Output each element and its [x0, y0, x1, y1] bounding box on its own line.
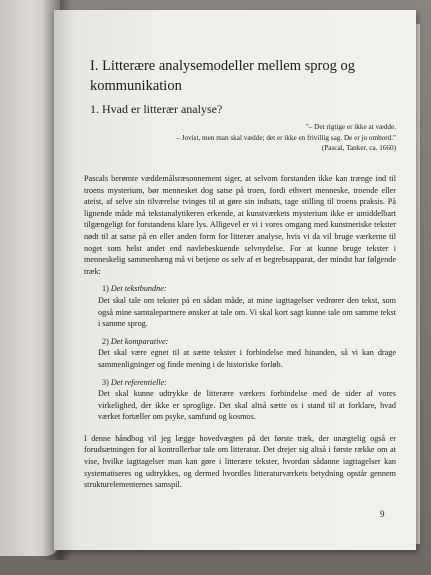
epigraph-line: "– Det rigtige er ikke at vædde.	[305, 123, 396, 131]
list-item-text: Det skal tale om tekster på en sådan måde, at mine iagttagelser vedrører den tekst, som også mine samtalepartnere ønsker at tale om. Vi skal kort sagt kunne tale om samme tekst i samme sprog.	[98, 295, 396, 329]
list-item-heading: 2) Det komparative:	[102, 336, 169, 346]
section-title: 1. Hvad er litterær analyse?	[90, 102, 223, 116]
page-number: 9	[380, 509, 385, 519]
epigraph	[124, 122, 396, 154]
intro-paragraph: Pascals berømte væddemålsræsonnement siger, at selvom forstanden ikke kan trænge ind til troens mysterium, bør mennesket dog satse på troen, fordi ethvert menneske, troende eller ateist, af selve sin tilværelse tvinges til at gøre sin indsats, tage stilling til troens praksis. På lignende måde må tekstanalytikeren erkende, at kunstværkets mysterium ikke er umiddelbart tilgængeligt for forstandens klare lys. Alligevel er vi i vores omgang med kunstneriske tekster nødt til at satse på en eller anden form for litterær analyse, hvis vi da vil bruge værkerne til noget som helst andet end navlebeskuende selvnydelse. For at kunne bruge tekster i menneskelig sammenhæng må vi betjene os selv af et begrebsapparat, der mindst har følgende træk:	[84, 174, 396, 276]
list-item-heading: 1) Det tekstbundne:	[102, 284, 167, 294]
list-item-text: Det skal kunne udtrykke de litterære værkers forbindelse med de sider af vores virkelighed, der ikke er sproglige. Det skal altså sætte os i stand til at forklare, hvad værket fortæller om psyke, samfund og kosmos.	[98, 389, 396, 422]
body-text	[84, 173, 396, 491]
list-item-text: Det skal være egnet til at sætte tekster i forbindelse med hinanden, så vi kan drage sammenligninger og finde mening i de historiske forløb.	[98, 348, 396, 369]
epigraph-source: (Pascal, Tanker, ca. 1660)	[321, 144, 396, 152]
book-page	[54, 10, 416, 550]
list-item-heading: 3) Det referentielle:	[102, 377, 167, 387]
epigraph-line: – Jovist, men man skal vædde; det er ikke en frivillig sag. De er jo ombord."	[176, 133, 396, 142]
chapter-title: I. Litterære analysemodeller mellem sprog og kommunikation	[90, 58, 355, 94]
closing-paragraph: I denne håndbog vil jeg lægge hovedvægten på det første træk, der unægtelig også er forudsætningen for al kontrollerbar tale om litteratur. Det drejer sig altså i første række om at vise, hvilke iagttagelser man kan gøre i litterære tekster, hvordan sådanne iagttagelser kan systematiseres og udtrykkes, og dermed hvordles litteraturværkets betydning opstår gennem strukturelementernes samspil.	[84, 433, 396, 490]
